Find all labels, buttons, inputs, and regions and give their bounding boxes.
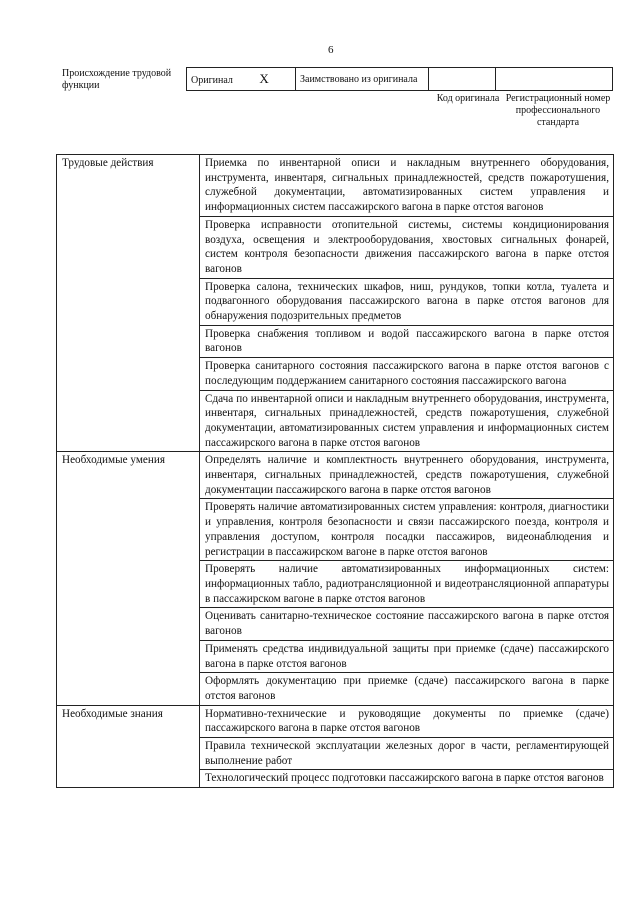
section-item: Технологический процесс подготовки пассажирского вагона в парке отстоя вагонов [200, 770, 614, 788]
section-item: Оценивать санитарно-техническое состояние пассажирского вагона в парке отстоя вагонов [200, 608, 614, 640]
section-item: Проверка санитарного состояния пассажирского вагона в парке отстоя вагонов с последующим поддержанием санитарного состояния пассажирского вагона [200, 358, 614, 390]
section-item: Проверка исправности отопительной системы, системы кондиционирования воздуха, освещения и электрооборудования, хвостовых сигнальных фонарей, систем контроля безопасности движения пассажирского вагона в парке отстоя вагонов [200, 216, 614, 278]
borrowed-cell: Заимствовано из оригинала [296, 68, 429, 91]
section-category: Необходимые знания [57, 705, 200, 788]
section-item: Приемка по инвентарной описи и накладным внутреннего оборудования, инструмента, инвентаря, сигнальных принадлежностей, средств пожаротушения, служебной документации, автоматизированных систем управления и информационных систем пассажирского вагона в парке отстоя вагонов [200, 155, 614, 217]
table-row [57, 452, 614, 499]
section-item: Правила технической эксплуатации железных дорог в части, регламентирующей выполнение работ [200, 738, 614, 770]
section-item: Применять средства индивидуальной защиты при приемке (сдаче) пассажирского вагона в парке отстоя вагонов [200, 640, 614, 672]
reg-number-note: Регистрационный номер профессионального стандарта [505, 93, 611, 128]
section-item: Проверка снабжения топливом и водой пассажирского вагона в парке отстоя вагонов [200, 325, 614, 357]
section-item: Проверять наличие автоматизированных систем управления: контроля, диагностики и управления, контроля безопасности и связи пассажирского поезда, контроля и управления доступом, контроля посадки пассажиров, видеонаблюдения и регистрации в пассажирском вагоне в парке отстоя вагонов [200, 499, 614, 561]
origin-label: Происхождение трудовой функции [62, 68, 172, 91]
table-row [57, 155, 614, 217]
reg-number-cell [496, 68, 613, 91]
function-table [56, 154, 614, 788]
code-note: Код оригинала [436, 93, 500, 104]
original-cell [187, 68, 296, 91]
section-item: Проверять наличие автоматизированных информационных систем: информационных табло, радиотрансляционной и видеотрансляционной аппаратуры в пассажирском вагоне в парке отстоя вагонов [200, 561, 614, 608]
table-row [57, 705, 614, 737]
code-cell [429, 68, 496, 91]
section-item: Определять наличие и комплектность внутреннего оборудования, инструмента, инвентаря, сигнальных принадлежностей, средств пожаротушения, служебной документации пассажирского вагона в парке отстоя вагонов [200, 452, 614, 499]
section-item: Сдача по инвентарной описи и накладным внутреннего оборудования, инструмента, инвентаря, сигнальных принадлежностей, средств пожаротушения, служебной документации, автоматизированных систем управления и информационных систем пассажирского вагона в парке отстоя вагонов [200, 390, 614, 452]
original-mark: X [259, 71, 269, 86]
section-category: Необходимые умения [57, 452, 200, 705]
origin-table [186, 67, 613, 91]
original-label: Оригинал [191, 75, 233, 86]
page-number: 6 [328, 44, 334, 56]
section-item: Оформлять документацию при приемке (сдаче) пассажирского вагона в парке отстоя вагонов [200, 673, 614, 705]
section-item: Проверка салона, технических шкафов, ниш, рундуков, топки котла, туалета и подвагонного оборудования пассажирского вагона в парке отстоя вагонов для обнаружения подозрительных предметов [200, 278, 614, 325]
section-item: Нормативно-технические и руководящие документы по приемке (сдаче) пассажирского вагона в парке отстоя вагонов [200, 705, 614, 737]
section-category: Трудовые действия [57, 155, 200, 452]
